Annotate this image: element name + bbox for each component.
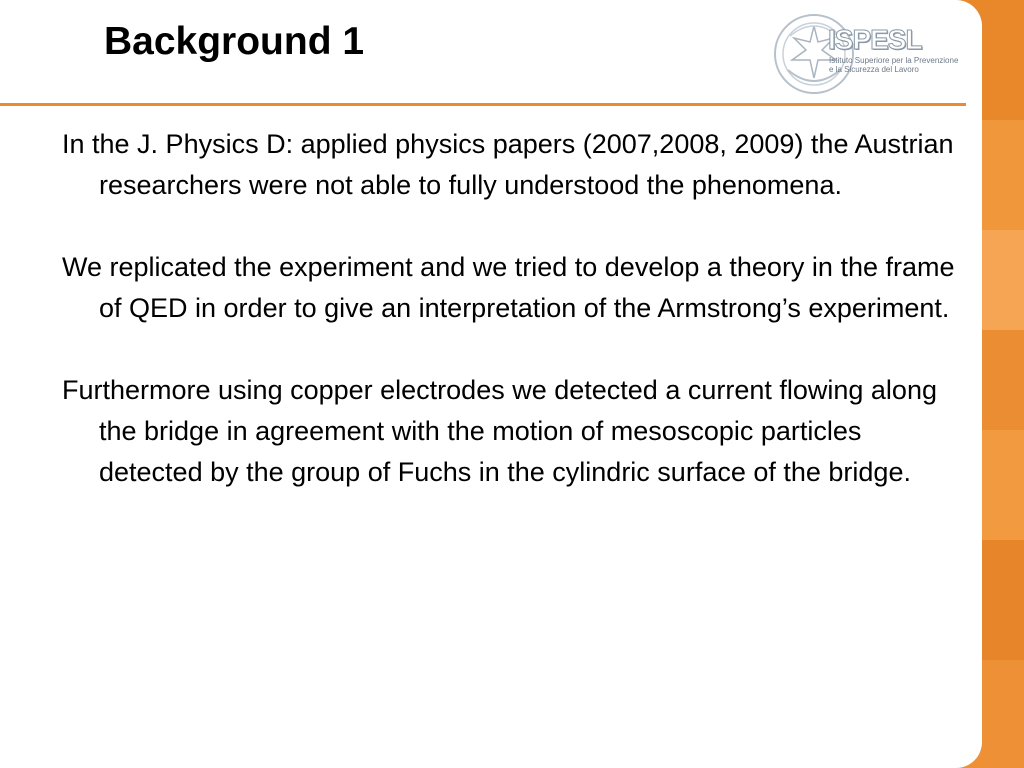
slide-body [62,124,962,534]
body-paragraph-1: In the J. Physics D: applied physics papers (2007,2008, 2009) the Austrian researchers were not able to fully understood the phenomena. [62,129,954,200]
slide-title: Background 1 [104,20,365,63]
body-paragraph-3: Furthermore using copper electrodes we detected a current flowing along the bridge in agreement with the motion of mesoscopic particles detected by the group of Fuchs in the cylindric surface of the bridge. [62,375,937,487]
logo-subtitle [829,56,958,74]
logo-subtitle-line: Istituto Superiore per la Prevenzione [829,56,959,65]
body-paragraph-2: We replicated the experiment and we tried to develop a theory in the frame of QED in order to give an interpretation of the Armstrong’s experiment. [62,252,955,323]
header-divider [0,103,966,106]
ispesl-logo [772,12,959,98]
logo-wordmark: ISPESL [828,24,922,55]
logo-subtitle-line: e la Sicurezza del Lavoro [829,65,919,74]
